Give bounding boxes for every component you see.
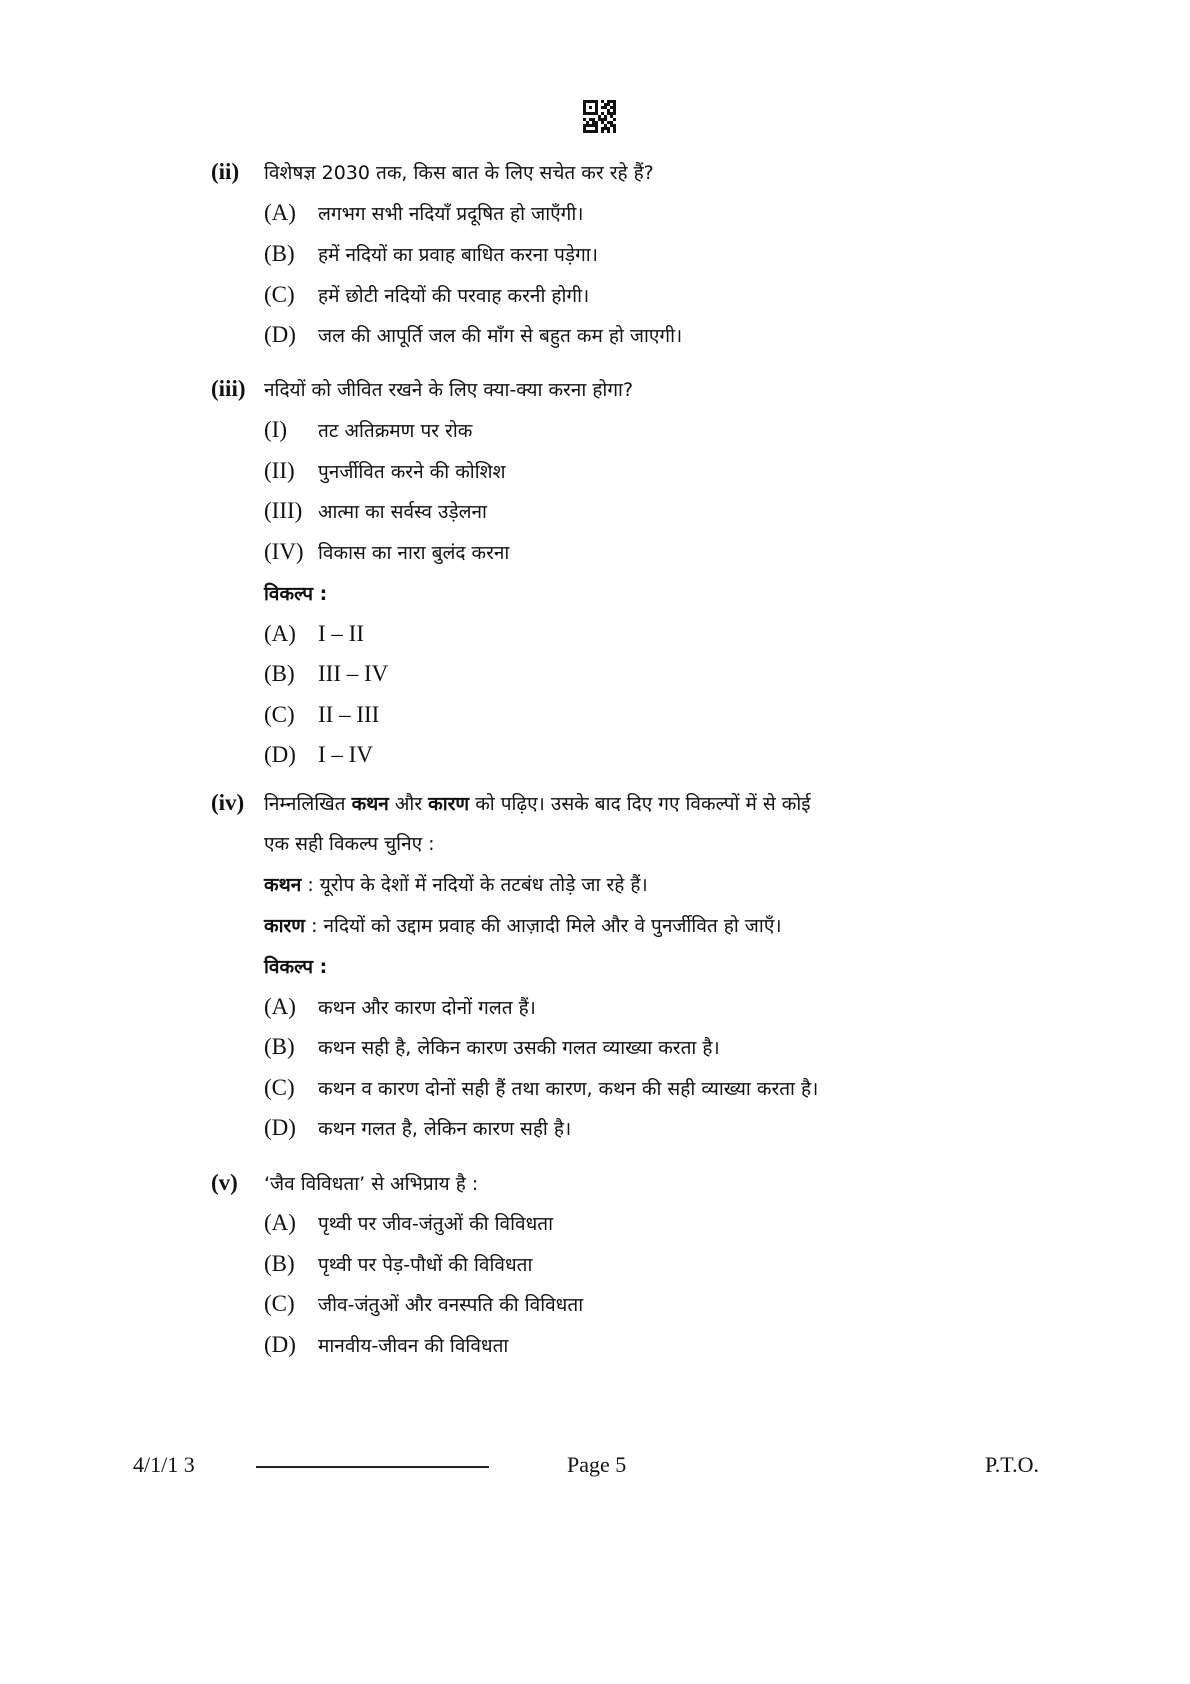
option-a: (A) कथन और कारण दोनों गलत हैं।: [264, 994, 536, 1019]
paper-code: 4/1/1 3: [133, 1452, 195, 1477]
option-a: (A) I – II: [264, 621, 364, 646]
option-b: (B) कथन सही है, लेकिन कारण उसकी गलत व्याख्या करता है।: [264, 1034, 720, 1059]
footer-divider: [256, 1466, 489, 1468]
reason: कारण : नदियों को उद्दाम प्रवाह की आज़ादी मिले और वे पुनर्जीवित हो जाएँ।: [264, 915, 782, 937]
option-d: (D) मानवीय-जीवन की विविधता: [264, 1332, 509, 1357]
question-number: (v): [211, 1170, 238, 1195]
option-c: (C) कथन व कारण दोनों सही हैं तथा कारण, कथन की सही व्याख्या करता है।: [264, 1075, 819, 1100]
option-b: (B) हमें नदियों का प्रवाह बाधित करना पड़ेगा।: [264, 241, 598, 266]
question-number: (ii): [211, 159, 240, 184]
statement-4: (IV) विकास का नारा बुलंद करना: [264, 539, 510, 564]
pto-label: P.T.O.: [985, 1452, 1039, 1477]
page-number: Page 5: [567, 1452, 627, 1477]
question-text: निम्नलिखित कथन और कारण को पढ़िए। उसके बाद दिए गए विकल्पों में से कोई: [264, 793, 811, 815]
option-c: (C) हमें छोटी नदियों की परवाह करनी होगी।: [264, 282, 590, 307]
assertion: कथन : यूरोप के देशों में नदियों के तटबंध तोड़े जा रहे हैं।: [264, 874, 648, 896]
question-text-line2: एक सही विकल्प चुनिए :: [264, 833, 435, 855]
options-heading: विकल्प :: [264, 956, 328, 978]
option-d: (D) जल की आपूर्ति जल की माँग से बहुत कम हो जाएगी।: [264, 322, 683, 347]
option-a: (A) पृथ्वी पर जीव-जंतुओं की विविधता: [264, 1210, 554, 1235]
question-number: (iv): [211, 790, 245, 815]
option-b: (B) III – IV: [264, 661, 389, 686]
statement-2: (II) पुनर्जीवित करने की कोशिश: [264, 458, 506, 483]
option-c: (C) जीव-जंतुओं और वनस्पति की विविधता: [264, 1291, 584, 1316]
statement-3: (III) आत्मा का सर्वस्व उड़ेलना: [264, 498, 487, 523]
question-text: विशेषज्ञ 2030 तक, किस बात के लिए सचेत कर रहे हैं?: [264, 162, 654, 184]
question-text: नदियों को जीवित रखने के लिए क्या-क्या करना होगा?: [264, 379, 634, 401]
statement-1: (I) तट अतिक्रमण पर रोक: [264, 417, 473, 442]
option-d: (D) कथन गलत है, लेकिन कारण सही है।: [264, 1115, 572, 1140]
option-c: (C) II – III: [264, 702, 380, 727]
qr-code-icon: [583, 100, 616, 133]
question-text: ‘जैव विविधता’ से अभिप्राय है :: [264, 1173, 479, 1195]
option-b: (B) पृथ्वी पर पेड़-पौधों की विविधता: [264, 1251, 533, 1276]
option-d: (D) I – IV: [264, 742, 373, 767]
option-a: (A) लगभग सभी नदियाँ प्रदूषित हो जाएँगी।: [264, 200, 584, 225]
options-heading: विकल्प :: [264, 583, 328, 605]
question-number: (iii): [211, 376, 246, 401]
